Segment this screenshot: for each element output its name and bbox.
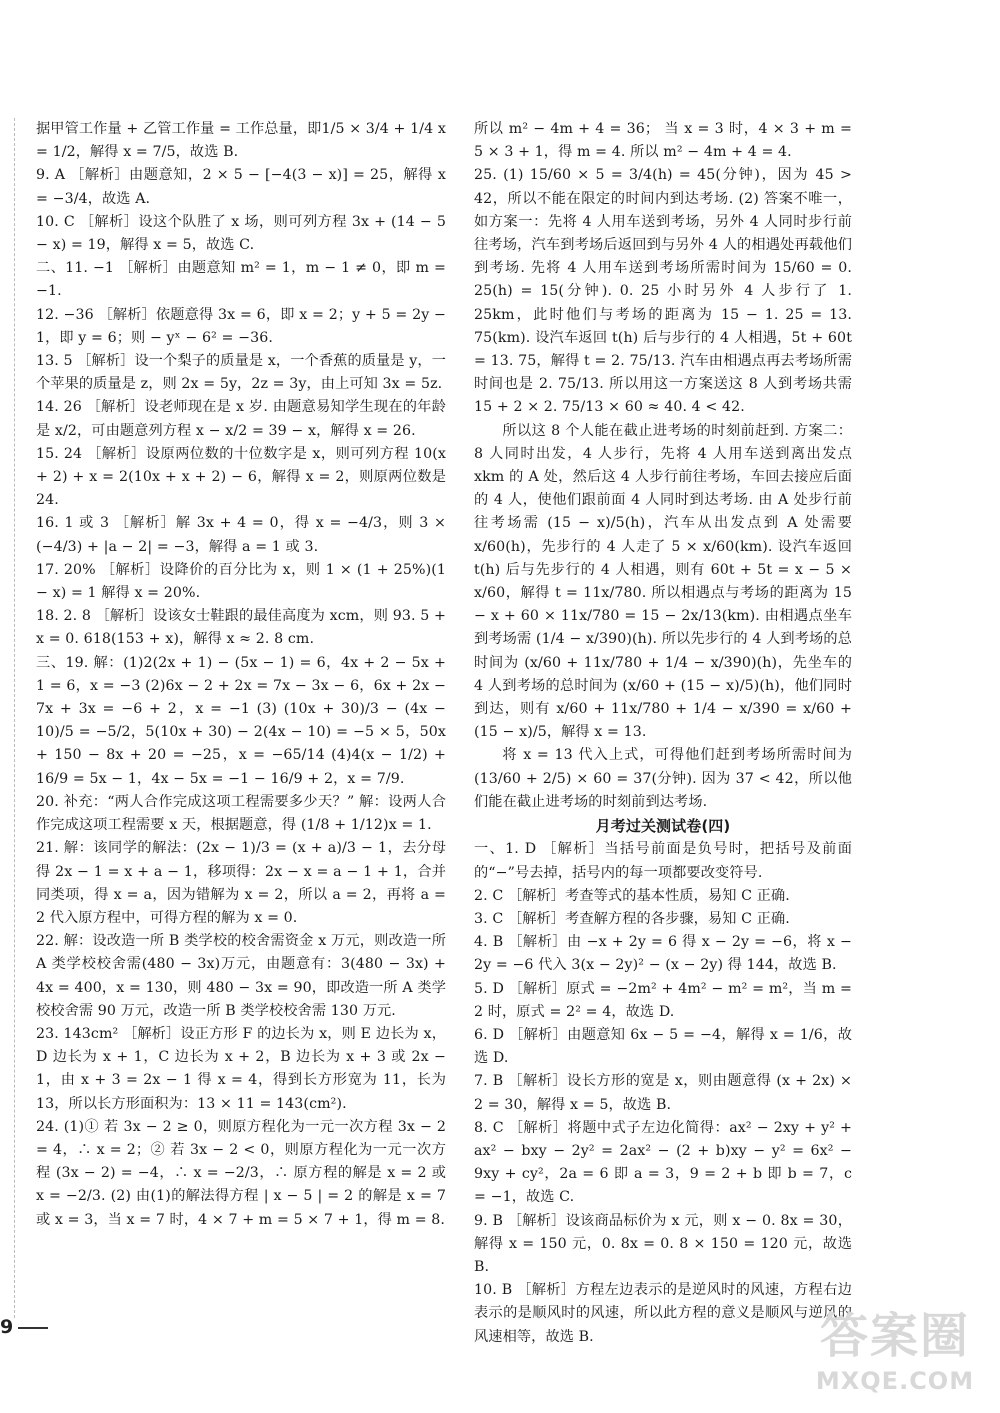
answer-paragraph: 7. B ［解析］设长方形的宽是 x，则由题意得 (x + 2x) × 2 = 30，解得 x = 5，故选 B. bbox=[474, 1073, 852, 1113]
answer-paragraph: 23. 143cm² ［解析］设正方形 F 的边长为 x，则 E 边长为 x，D 边长为 x + 1，C 边长为 x + 2，B 边长为 x + 3 或 2x − 1，由 x + 3 = 2x − 1 得 x = 4，得到长方形宽为 11，长为 13，所以长方形面积为：13 × 11 = 143(cm²). bbox=[36, 1025, 446, 1112]
answer-paragraph: 二、11. −1 ［解析］由题意知 m² = 1，m − 1 ≠ 0，即 m = −1. bbox=[36, 260, 446, 300]
answer-paragraph: 5. D ［解析］原式 = −2m² + 4m² − m² = m²，当 m = 2 时，原式 = 2² = 4，故选 D. bbox=[474, 980, 852, 1020]
answer-paragraph: 4. B ［解析］由 −x + 2y = 6 得 x − 2y = −6，将 x − 2y = −6 代入 3(x − 2y)² − (x − 2y) 得 144，故选 B. bbox=[474, 934, 852, 974]
answer-paragraph: 所以这 8 个人能在截止进考场的时刻前赶到. 方案二：8 人同时出发，4 人步行，先将 4 人用车送到离出发点 xkm 的 A 处，然后这 4 人步行前往考场，车回去接应后面的 4 人，使他们跟前面 4 人同时到达考场. 由 A 处步行前往考场需 (15 − x)/5(h)，汽车从出发点到 A 处需要 x/60(h)，先步行的 4 人走了 5 × x/60(km). 设汽车返回 t(h) 后与先步行的 4 人相遇，则有 60t + 5t = x − 5 × x/60，解得 t = 11x/780. 所以相遇点与考场的距离为 15 − x + 60 × 11x/780 = 15 − 2x/13(km). 由相遇点坐车到考场需 (1/4 − x/390)(h). 所以先步行的 4 人到考场的总时间为 (x/60 + 11x/780 + 1/4 − x/390)(h)，先坐车的 4 人到考场的总时间为 (x/60 + (15 − x)/5)(h)，他们同时到达，则有 x/60 + 11x/780 + 1/4 − x/390 = x/60 + (15 − x)/5，解得 x = 13. bbox=[474, 422, 852, 741]
answer-paragraph: 据甲管工作量 + 乙管工作量 = 工作总量，即1/5 × 3/4 + 1/4 x = 1/2，解得 x = 7/5，故选 B. bbox=[36, 121, 446, 161]
answer-paragraph: 15. 24 ［解析］设原两位数的十位数字是 x，则可列方程 10(x + 2) + x = 2(10x + x + 2) − 6，解得 x = 2，则原两位数是 24. bbox=[36, 445, 446, 509]
answer-paragraph: 10. C ［解析］设这个队胜了 x 场，则可列方程 3x + (14 − 5 − x) = 19，解得 x = 5，故选 C. bbox=[36, 213, 446, 254]
answer-paragraph: 将 x = 13 代入上式，可得他们赶到考场所需时间为 (13/60 + 2/5) × 60 = 37(分钟). 因为 37 < 42，所以他们能在截止进考场的时刻前到达考场. bbox=[474, 747, 852, 810]
answer-paragraph: 17. 20% ［解析］设降价的百分比为 x，则 1 × (1 + 25%)(1 − x) = 1 解得 x = 20%. bbox=[36, 561, 446, 602]
answer-paragraph: 22. 解：设改造一所 B 类学校的校舍需资金 x 万元，则改造一所 A 类学校校舍需(480 − 3x)万元，由题意有：3(480 − 3x) + 4x = 400，x = 130，则 480 − 3x = 90，即改造一所 A 类学校校舍需 90 万元，改造一所 B 类学校校舍需 130 万元. bbox=[36, 933, 446, 1019]
watermark-logo: 答案圈 bbox=[819, 1308, 970, 1364]
answer-paragraph: 18. 2. 8 ［解析］设该女士鞋跟的最佳高度为 xcm，则 93. 5 + x = 0. 618(153 + x)，解得 x ≈ 2. 8 cm. bbox=[36, 608, 446, 648]
answer-paragraph: 6. D ［解析］由题意知 6x − 5 = −4，解得 x = 1/6，故选 D. bbox=[474, 1026, 852, 1067]
answer-paragraph: 10. B ［解析］方程左边表示的是逆风时的风速，方程右边表示的是顺风时的风速，所以此方程的意义是顺风与逆风的风速相等，故选 B. bbox=[474, 1282, 852, 1345]
page-number-rule bbox=[18, 1327, 48, 1329]
answer-paragraph: 所以 m² − 4m + 4 = 36； 当 x = 3 时，4 × 3 + m = 5 × 3 + 1，得 m = 4. 所以 m² − 4m + 4 = 4. bbox=[474, 121, 852, 161]
answer-paragraph: 21. 解：该同学的解法：(2x − 1)/3 = (x + a)/3 − 1，去分母得 2x − 1 = x + a − 1，移项得：2x − x = a − 1 + 1，合并同类项，得 x = a，因为错解为 x = 2，所以 a = 2，再将 a = 2 代入原方程中，可得方程的解为 x = 0. bbox=[36, 840, 446, 926]
answer-paragraph: 13. 5 ［解析］设一个梨子的质量是 x，一个香蕉的质量是 y，一个苹果的质量是 z，则 2x = 5y，2z = 3y，由上可知 3x = 5z. bbox=[36, 353, 446, 393]
answer-paragraph: 一、1. D ［解析］当括号前面是负号时，把括号及前面的“−”号去掉，括号内的每一项都要改变符号. bbox=[474, 841, 852, 881]
page-number: 9 bbox=[0, 1316, 14, 1338]
column-divider-rule bbox=[14, 118, 15, 1318]
answer-paragraph: 9. B ［解析］设该商品标价为 x 元，则 x − 0. 8x = 30，解得 x = 150 元，0. 8x = 0. 8 × 150 = 120 元，故选 B. bbox=[474, 1212, 852, 1275]
answer-paragraph: 8. C ［解析］将题中式子左边化简得：ax² − 2xy + y² + ax² − bxy − 2y² = 2ax² − (2 + b)xy − y² = 6x² − 9xy + cy²，2a = 6 即 a = 3，9 = 2 + b 即 b = 7，c = −1，故选 C. bbox=[474, 1119, 852, 1206]
answer-paragraph: 2. C ［解析］考查等式的基本性质，易知 C 正确. bbox=[474, 887, 790, 904]
answer-paragraph: 9. A ［解析］由题意知，2 × 5 − [−4(3 − x)] = 25，解得 x = −3/4，故选 A. bbox=[36, 167, 446, 207]
right-column bbox=[474, 118, 852, 1349]
left-column bbox=[36, 118, 446, 1232]
answer-paragraph: 16. 1 或 3 ［解析］解 3x + 4 = 0，得 x = −4/3，则 3 × (−4/3) + |a − 2| = −3，解得 a = 1 或 3. bbox=[36, 515, 446, 555]
answer-paragraph: 25. (1) 15/60 × 5 = 3/4(h) = 45(分钟)，因为 45 > 42，所以不能在限定的时间内到达考场. (2) 答案不唯一，如方案一：先将 4 人用车送到考场，另外 4 人同时步行前往考场，汽车到考场后返回到与另外 4 人的相遇处再载他们到考场. 先将 4 人用车送到考场所需时间为 15/60 = 0. 25(h) = 15(分钟). 0. 25 小时另外 4 人步行了 1. 25km，此时他们与考场的距离为 15 − 1. 25 = 13. 75(km). 设汽车返回 t(h) 后与步行的 4 人相遇，5t + 60t = 13. 75，解得 t = 2. 75/13. 汽车由相遇点再去考场所需时间也是 2. 75/13. 所以用这一方案送这 8 人到考场共需 15 + 2 × 2. 75/13 × 60 ≈ 40. 4 < 42. bbox=[474, 167, 852, 416]
answer-paragraph: 12. −36 ［解析］依题意得 3x = 6，即 x = 2；y + 5 = 2y − 1，即 y = 6；则 − yˣ − 6² = −36. bbox=[36, 306, 446, 346]
answer-paragraph: 20. 补充：“两人合作完成这项工程需要多少天？” 解：设两人合作完成这项工程需要 x 天，根据题意，得 (1/8 + 1/12)x = 1. bbox=[36, 793, 446, 834]
watermark-url: MXQE.COM bbox=[815, 1367, 975, 1395]
answer-paragraph: 3. C ［解析］考查解方程的各步骤，易知 C 正确. bbox=[474, 910, 790, 927]
answer-paragraph: 三、19. 解：(1)2(2x + 1) − (5x − 1) = 6，4x + 2 − 5x + 1 = 6，x = −3 (2)6x − 2 + 2x = 7x − 3x − 6，6x + 2x − 7x + 3x = −6 + 2，x = −1 (3) (10x + 30)/3 − (4x − 10)/5 = −5/2，5(10x + 30) − 2(4x − 10) = −5 × 5，50x + 150 − 8x + 20 = −25，x = −65/14 (4)4(x − 1/2) + 16/9 = 5x − 1，4x − 5x = −1 − 16/9 + 2，x = 7/9. bbox=[36, 654, 446, 787]
answer-paragraph: 24. (1)① 若 3x − 2 ≥ 0，则原方程化为一元一次方程 3x − 2 = 4，∴ x = 2；② 若 3x − 2 < 0，则原方程化为一元一次方程 (3x − 2) = −4，∴ x = −2/3，∴ 原方程的解是 x = 2 或 x = −2/3. (2) 由(1)的解法得方程 | x − 5 | = 2 的解是 x = 7 或 x = 3，当 x = 7 时，4 × 7 + m = 5 × 7 + 1，得 m = 8. bbox=[36, 1118, 446, 1228]
answer-paragraph: 14. 26 ［解析］设老师现在是 x 岁. 由题意易知学生现在的年龄是 x/2，可由题意列方程 x − x/2 = 39 − x，解得 x = 26. bbox=[36, 399, 446, 439]
section-title: 月考过关测试卷(四) bbox=[595, 817, 731, 836]
watermark bbox=[800, 1306, 990, 1402]
